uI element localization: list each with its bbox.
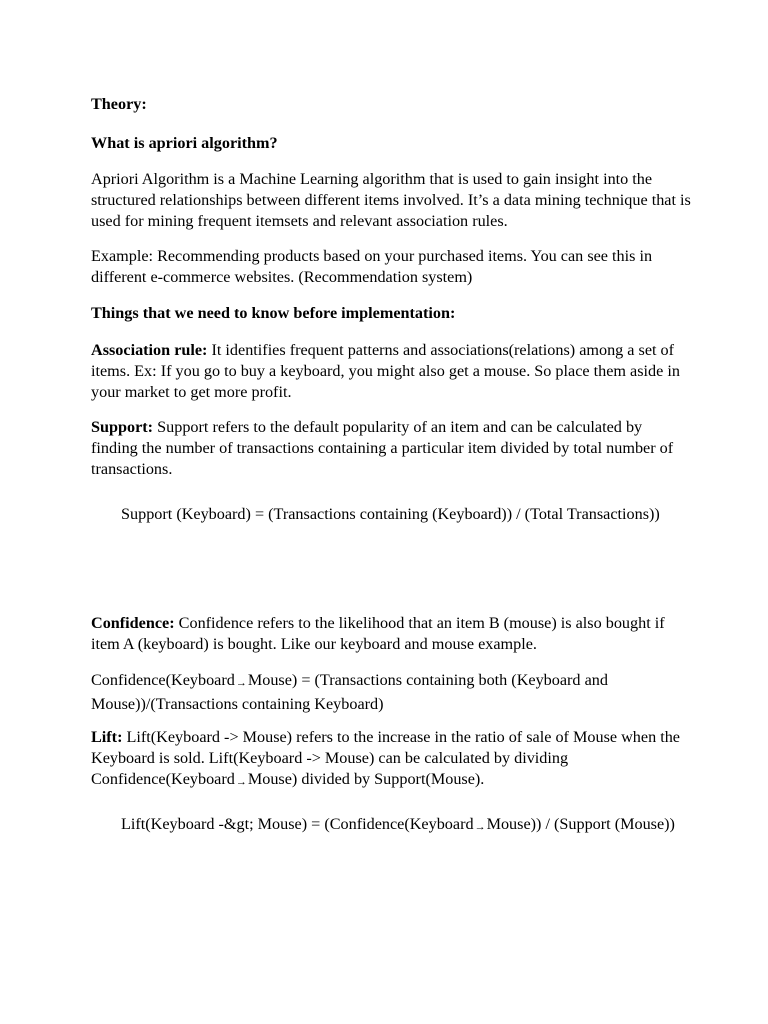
support-paragraph xyxy=(91,417,691,480)
support-formula: Support (Keyboard) = (Transactions containing (Keyboard)) / (Total Transactions)) xyxy=(121,505,660,523)
lift-formula xyxy=(121,814,681,838)
lift-paragraph xyxy=(91,727,691,793)
things-heading: Things that we need to know before implementation: xyxy=(91,304,456,322)
right-arrow-icon: → xyxy=(235,677,247,689)
confidence-text: Confidence refers to the likelihood that an item B (mouse) is also bought if item A (keyboard) is bought. Like our keyboard and mouse example. xyxy=(91,614,665,653)
confidence-formula xyxy=(91,670,691,715)
theory-heading: Theory: xyxy=(91,95,147,113)
support-term: Support: xyxy=(91,418,154,436)
lift-formula-a: Lift(Keyboard -&gt; Mouse) = (Confidence(Keyboard xyxy=(121,815,474,833)
question-heading: What is apriori algorithm? xyxy=(91,134,278,152)
right-arrow-icon: → xyxy=(235,776,247,788)
lift-text-b: Mouse) divided by Support(Mouse). xyxy=(247,770,485,788)
intro-paragraph: Apriori Algorithm is a Machine Learning algorithm that is used to gain insight into the structured relationships between different items involved. It’s a data mining technique that is used for mining frequent itemsets and relevant association rules. xyxy=(91,170,691,230)
example-paragraph: Example: Recommending products based on your purchased items. You can see this in different e-commerce websites. (Recommendation system) xyxy=(91,247,653,286)
confidence-formula-right: Mouse) = (Transactions containing both (Keyboard and Mouse))/(Transactions containing Keyboard) xyxy=(91,671,608,713)
support-text: Support refers to the default popularity of an item and can be calculated by finding the number of transactions containing a particular item divided by total number of transactions. xyxy=(91,418,674,478)
lift-text-a: Lift(Keyboard -> Mouse) refers to the increase in the ratio of sale of Mouse when the Keyboard is sold. Lift(Keyboard -> Mouse) can be calculated by dividing Confidence(Keyboard xyxy=(91,728,680,788)
right-arrow-icon: → xyxy=(474,821,486,833)
confidence-term: Confidence: xyxy=(91,614,175,632)
association-rule-term: Association rule: xyxy=(91,341,208,359)
lift-formula-b: Mouse)) / (Support (Mouse)) xyxy=(486,815,675,833)
confidence-paragraph xyxy=(91,613,691,655)
lift-term: Lift: xyxy=(91,728,123,746)
confidence-formula-left: Confidence(Keyboard xyxy=(91,671,235,689)
association-rule-text: It identifies frequent patterns and associations(relations) among a set of items. Ex: If you go to buy a keyboard, you might also get a mouse. So place them aside in your market to get more profit. xyxy=(91,341,680,401)
association-rule-paragraph xyxy=(91,340,691,403)
